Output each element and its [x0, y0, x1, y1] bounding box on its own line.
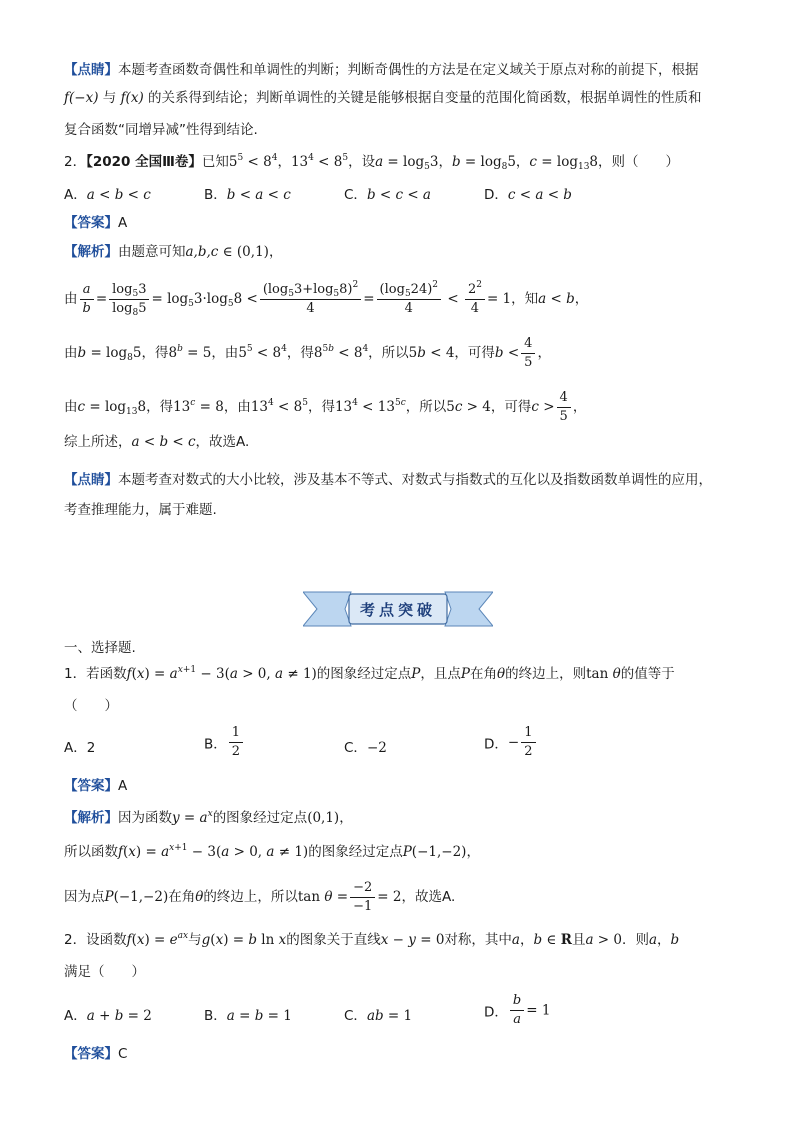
e1-stem: 1．若函数$f(x) = a^{x+1} - 3(a > 0$, a ≠ 1)的图象经过定点P，且点P在角θ的终边上，则tan θ的值等于	[64, 665, 675, 682]
e1-option-b[interactable]: B． $\frac{1}{2}$	[204, 724, 245, 761]
q2-analysis-4: 由$c = \log_{13}8$，得$13^c = 8$，由$13^4 < 8^5$，得$13^4 < 13^{5c}$，所以5c > 4，可得c > $\frac{4}{5}$ ，	[64, 389, 587, 424]
e2-option-c[interactable]: C．ab = 1	[344, 1008, 413, 1024]
q2-answer: 【答案】A	[64, 215, 128, 231]
banner-label: 考点突破	[359, 601, 437, 619]
q2-option-c[interactable]: C．b < c < a	[344, 187, 431, 203]
dianjing-line-2: f(−x) 与 f(x) 的关系得到结论；判断单调性的关键是能够根据自变量的范围化简函数，根据单调性的性质和	[64, 90, 702, 106]
e1-option-d[interactable]: D．− $\frac{1}{2}$	[484, 724, 538, 761]
e2-option-b[interactable]: B．a = b = 1	[204, 1008, 292, 1024]
q2-option-d[interactable]: D．c < a < b	[484, 187, 572, 203]
e1-analysis-1: 【解析】因为函数$y = a^x$的图象经过定点(0,1)，	[64, 809, 353, 826]
e1-option-a[interactable]: A．2	[64, 740, 96, 756]
dianjing-line-1: 【点睛】本题考查函数奇偶性和单调性的判断；判断奇偶性的方法是在定义域关于原点对称的前提下，根据	[64, 62, 699, 78]
q2-conclusion: 综上所述，a < b < c，故选A.	[64, 434, 250, 450]
e1-analysis-3: 因为点P(−1,−2)在角θ的终边上，所以tan θ = $\frac{-2}{-1}$ = 2，故选A.	[64, 879, 456, 914]
section-banner	[303, 588, 493, 630]
q2-option-b[interactable]: B．b < a < c	[204, 187, 291, 203]
e1-answer: 【答案】A	[64, 778, 128, 794]
e2-option-a[interactable]: A．a + b = 2	[64, 1008, 152, 1024]
e1-analysis-2: 所以函数$f(x) = a^{x+1} - 3(a > 0$, a ≠ 1)的图象经过定点P(−1,−2)，	[64, 843, 480, 860]
q2-dianjing-1: 【点睛】本题考查对数式的大小比较，涉及基本不等式、对数式与指数式的互化以及指数函数单调性的应用，	[64, 472, 712, 488]
q2-option-a[interactable]: A．a < b < c	[64, 187, 151, 203]
banner-right-ribbon	[445, 592, 493, 626]
q2-stem: 2．【2020 全国Ⅲ卷】已知$5^5 < 8^4$，$13^4 < 8^5$，设$a = \log_53$，$b = \log_85$，$c = \log_{13}8$，则（ ）	[64, 153, 680, 172]
dianjing-line-3: 复合函数“同增异减”性得到结论.	[64, 122, 258, 138]
section-heading: 一、选择题.	[64, 640, 136, 656]
q2-dianjing-2: 考查推理能力，属于难题.	[64, 502, 217, 518]
e1-option-c[interactable]: C．−2	[344, 740, 387, 756]
e1-paren: （ ）	[64, 698, 118, 714]
banner-left-ribbon	[303, 592, 351, 626]
e2-stem-1: 2．设函数$f(x) = e^{ax}$与g(x) = b ln x的图象关于直线x − y = 0对称，其中a，b ∈ R且a > 0．则a，b	[64, 931, 680, 948]
q2-analysis-1: 【解析】由题意可知a,b,c ∈ (0,1)，	[64, 244, 283, 260]
e2-stem-2: 满足（ ）	[64, 964, 145, 980]
dianjing-tag: 【点睛】	[64, 62, 118, 78]
e2-option-d[interactable]: D． $\frac{b}{a}$ = 1	[484, 993, 551, 1027]
q2-analysis-3: 由$b = \log_85$，得$8^b = 5$，由$5^5 < 8^4$，得$8^{5b} < 8^4$，所以5b < 4，可得b < $\frac{4}{5}$ ，	[64, 335, 551, 370]
e2-answer: 【答案】C	[64, 1046, 128, 1062]
q2-analysis-2: 由 $\frac{a}{b}$ = $\frac{\log_53}{\log_85}$ = $\log_53\cdot\log_58$ < $\frac{(\log_53+\log_58)^2}{4}$ = $\frac{(\log_524)^2}{4}$ < $\frac{2^2}{4}$ = 1，知a < b，	[64, 279, 589, 318]
